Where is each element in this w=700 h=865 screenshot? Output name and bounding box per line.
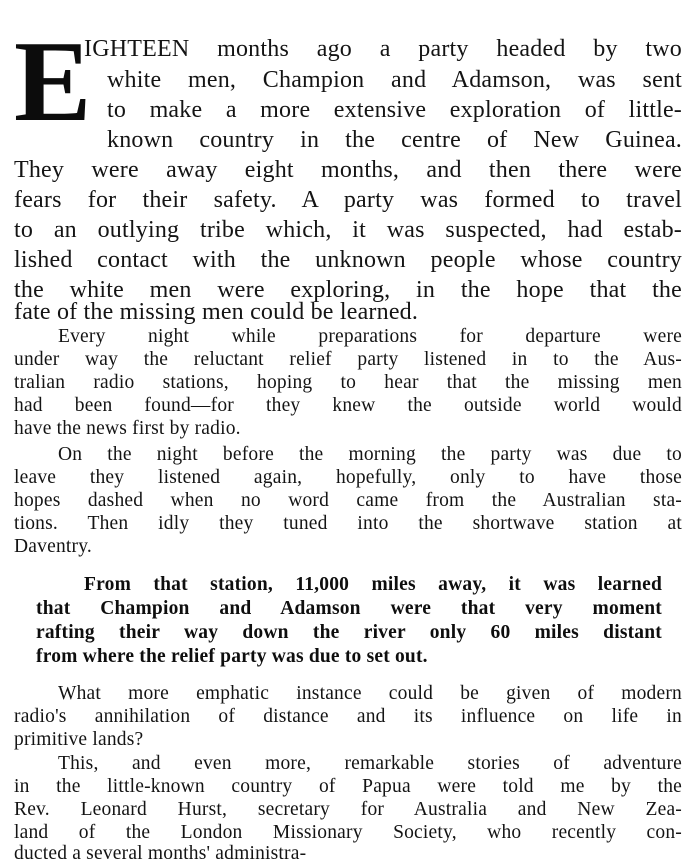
body-line: tions. Then idly they tuned into the shortwave station at bbox=[14, 513, 682, 534]
body-line: had been found—for they knew the outside world would bbox=[14, 395, 682, 416]
body-line: land of the London Missionary Society, who recently con- bbox=[14, 822, 682, 843]
body-line: tralian radio stations, hoping to hear that the missing men bbox=[14, 372, 682, 393]
intro-line: fate of the missing men could be learned. bbox=[14, 299, 419, 325]
intro-line: IGHTEEN months ago a party headed by two bbox=[84, 36, 682, 62]
body-line: On the night before the morning the party was due to bbox=[58, 444, 682, 465]
body-line: What more emphatic instance could be given of modern bbox=[58, 683, 682, 704]
body-line: hopes dashed when no word came from the Australian sta- bbox=[14, 490, 682, 511]
body-line: ducted a several months' administra- bbox=[14, 843, 307, 864]
intro-line: fears for their safety. A party was formed to travel bbox=[14, 187, 682, 213]
intro-line: white men, Champion and Adamson, was sent bbox=[107, 67, 682, 93]
pull-quote-line: from where the relief party was due to set out. bbox=[36, 646, 428, 667]
body-line: Rev. Leonard Hurst, secretary for Australia and New Zea- bbox=[14, 799, 682, 820]
pull-quote-line: rafting their way down the river only 60 miles distant bbox=[36, 622, 662, 643]
intro-line: to make a more extensive exploration of little- bbox=[107, 97, 682, 123]
pull-quote-line: From that station, 11,000 miles away, it was learned bbox=[84, 574, 662, 595]
intro-line: to an outlying tribe which, it was suspected, had estab- bbox=[14, 217, 682, 243]
body-line: under way the reluctant relief party listened in to the Aus- bbox=[14, 349, 682, 370]
intro-line: the white men were exploring, in the hope that the bbox=[14, 277, 682, 303]
body-line: primitive lands? bbox=[14, 729, 144, 750]
body-line: leave they listened again, hopefully, only to have those bbox=[14, 467, 682, 488]
body-line: Every night while preparations for departure were bbox=[58, 326, 682, 347]
body-line: Daventry. bbox=[14, 536, 92, 557]
pull-quote-line: that Champion and Adamson were that very moment bbox=[36, 598, 662, 619]
body-line: have the news first by radio. bbox=[14, 418, 241, 439]
body-line: This, and even more, remarkable stories of adventure bbox=[58, 753, 682, 774]
intro-line: lished contact with the unknown people whose country bbox=[14, 247, 682, 273]
intro-line: They were away eight months, and then there were bbox=[14, 157, 682, 183]
drop-cap: E bbox=[14, 18, 92, 146]
body-line: radio's annihilation of distance and its influence on life in bbox=[14, 706, 682, 727]
body-line: in the little-known country of Papua were told me by the bbox=[14, 776, 682, 797]
intro-line: known country in the centre of New Guinea. bbox=[107, 127, 682, 153]
